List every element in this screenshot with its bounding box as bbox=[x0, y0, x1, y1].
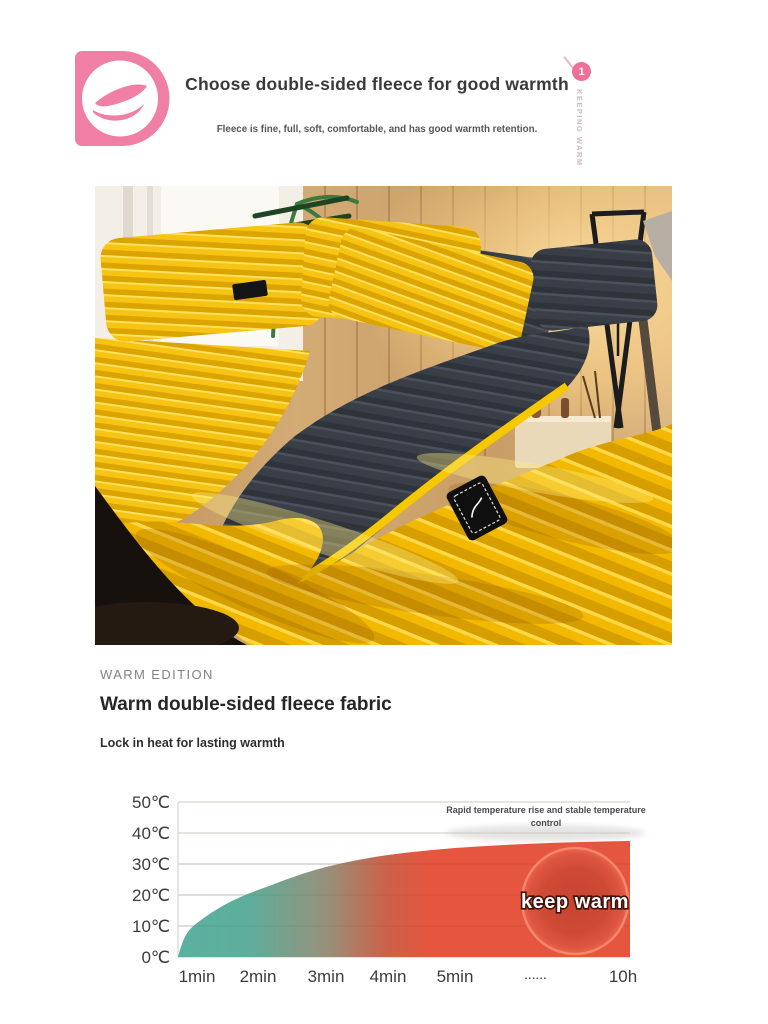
chart-annotation-line2: control bbox=[530, 818, 562, 828]
y-tick-10: 10℃ bbox=[131, 917, 170, 936]
y-tick-20: 20℃ bbox=[131, 886, 170, 905]
y-tick-50: 50℃ bbox=[131, 793, 170, 812]
section-subheading: Lock in heat for lasting warmth bbox=[100, 736, 285, 750]
y-tick-40: 40℃ bbox=[131, 824, 170, 843]
brand-smile-logo-icon bbox=[75, 51, 170, 146]
header bbox=[177, 74, 577, 135]
x-tick-ellipsis: ...... bbox=[524, 971, 548, 982]
x-tick-2min: 2min bbox=[239, 967, 277, 986]
section-heading: Warm double-sided fleece fabric bbox=[100, 694, 392, 715]
temperature-area-chart bbox=[110, 785, 670, 1015]
x-tick-1min: 1min bbox=[178, 967, 216, 986]
x-tick-10h: 10h bbox=[608, 967, 638, 986]
hero-product-image bbox=[95, 186, 672, 645]
x-tick-4min: 4min bbox=[369, 967, 407, 986]
x-tick-5min: 5min bbox=[436, 967, 474, 986]
x-tick-3min: 3min bbox=[307, 967, 345, 986]
y-tick-30: 30℃ bbox=[131, 855, 170, 874]
vertical-side-label: KEEPING WARM bbox=[575, 89, 584, 167]
page-title: Choose double-sided fleece for good warmth bbox=[185, 74, 569, 94]
section-eyebrow: WARM EDITION bbox=[100, 667, 214, 682]
page-subtitle: Fleece is fine, full, soft, comfortable, and has good warmth retention. bbox=[216, 124, 538, 135]
chart-annotation-line1: Rapid temperature rise and stable temperature bbox=[446, 805, 646, 815]
keep-warm-label: keep warm bbox=[521, 891, 629, 913]
y-tick-0: 0℃ bbox=[141, 948, 170, 967]
step-number-badge: 1 bbox=[572, 62, 591, 81]
